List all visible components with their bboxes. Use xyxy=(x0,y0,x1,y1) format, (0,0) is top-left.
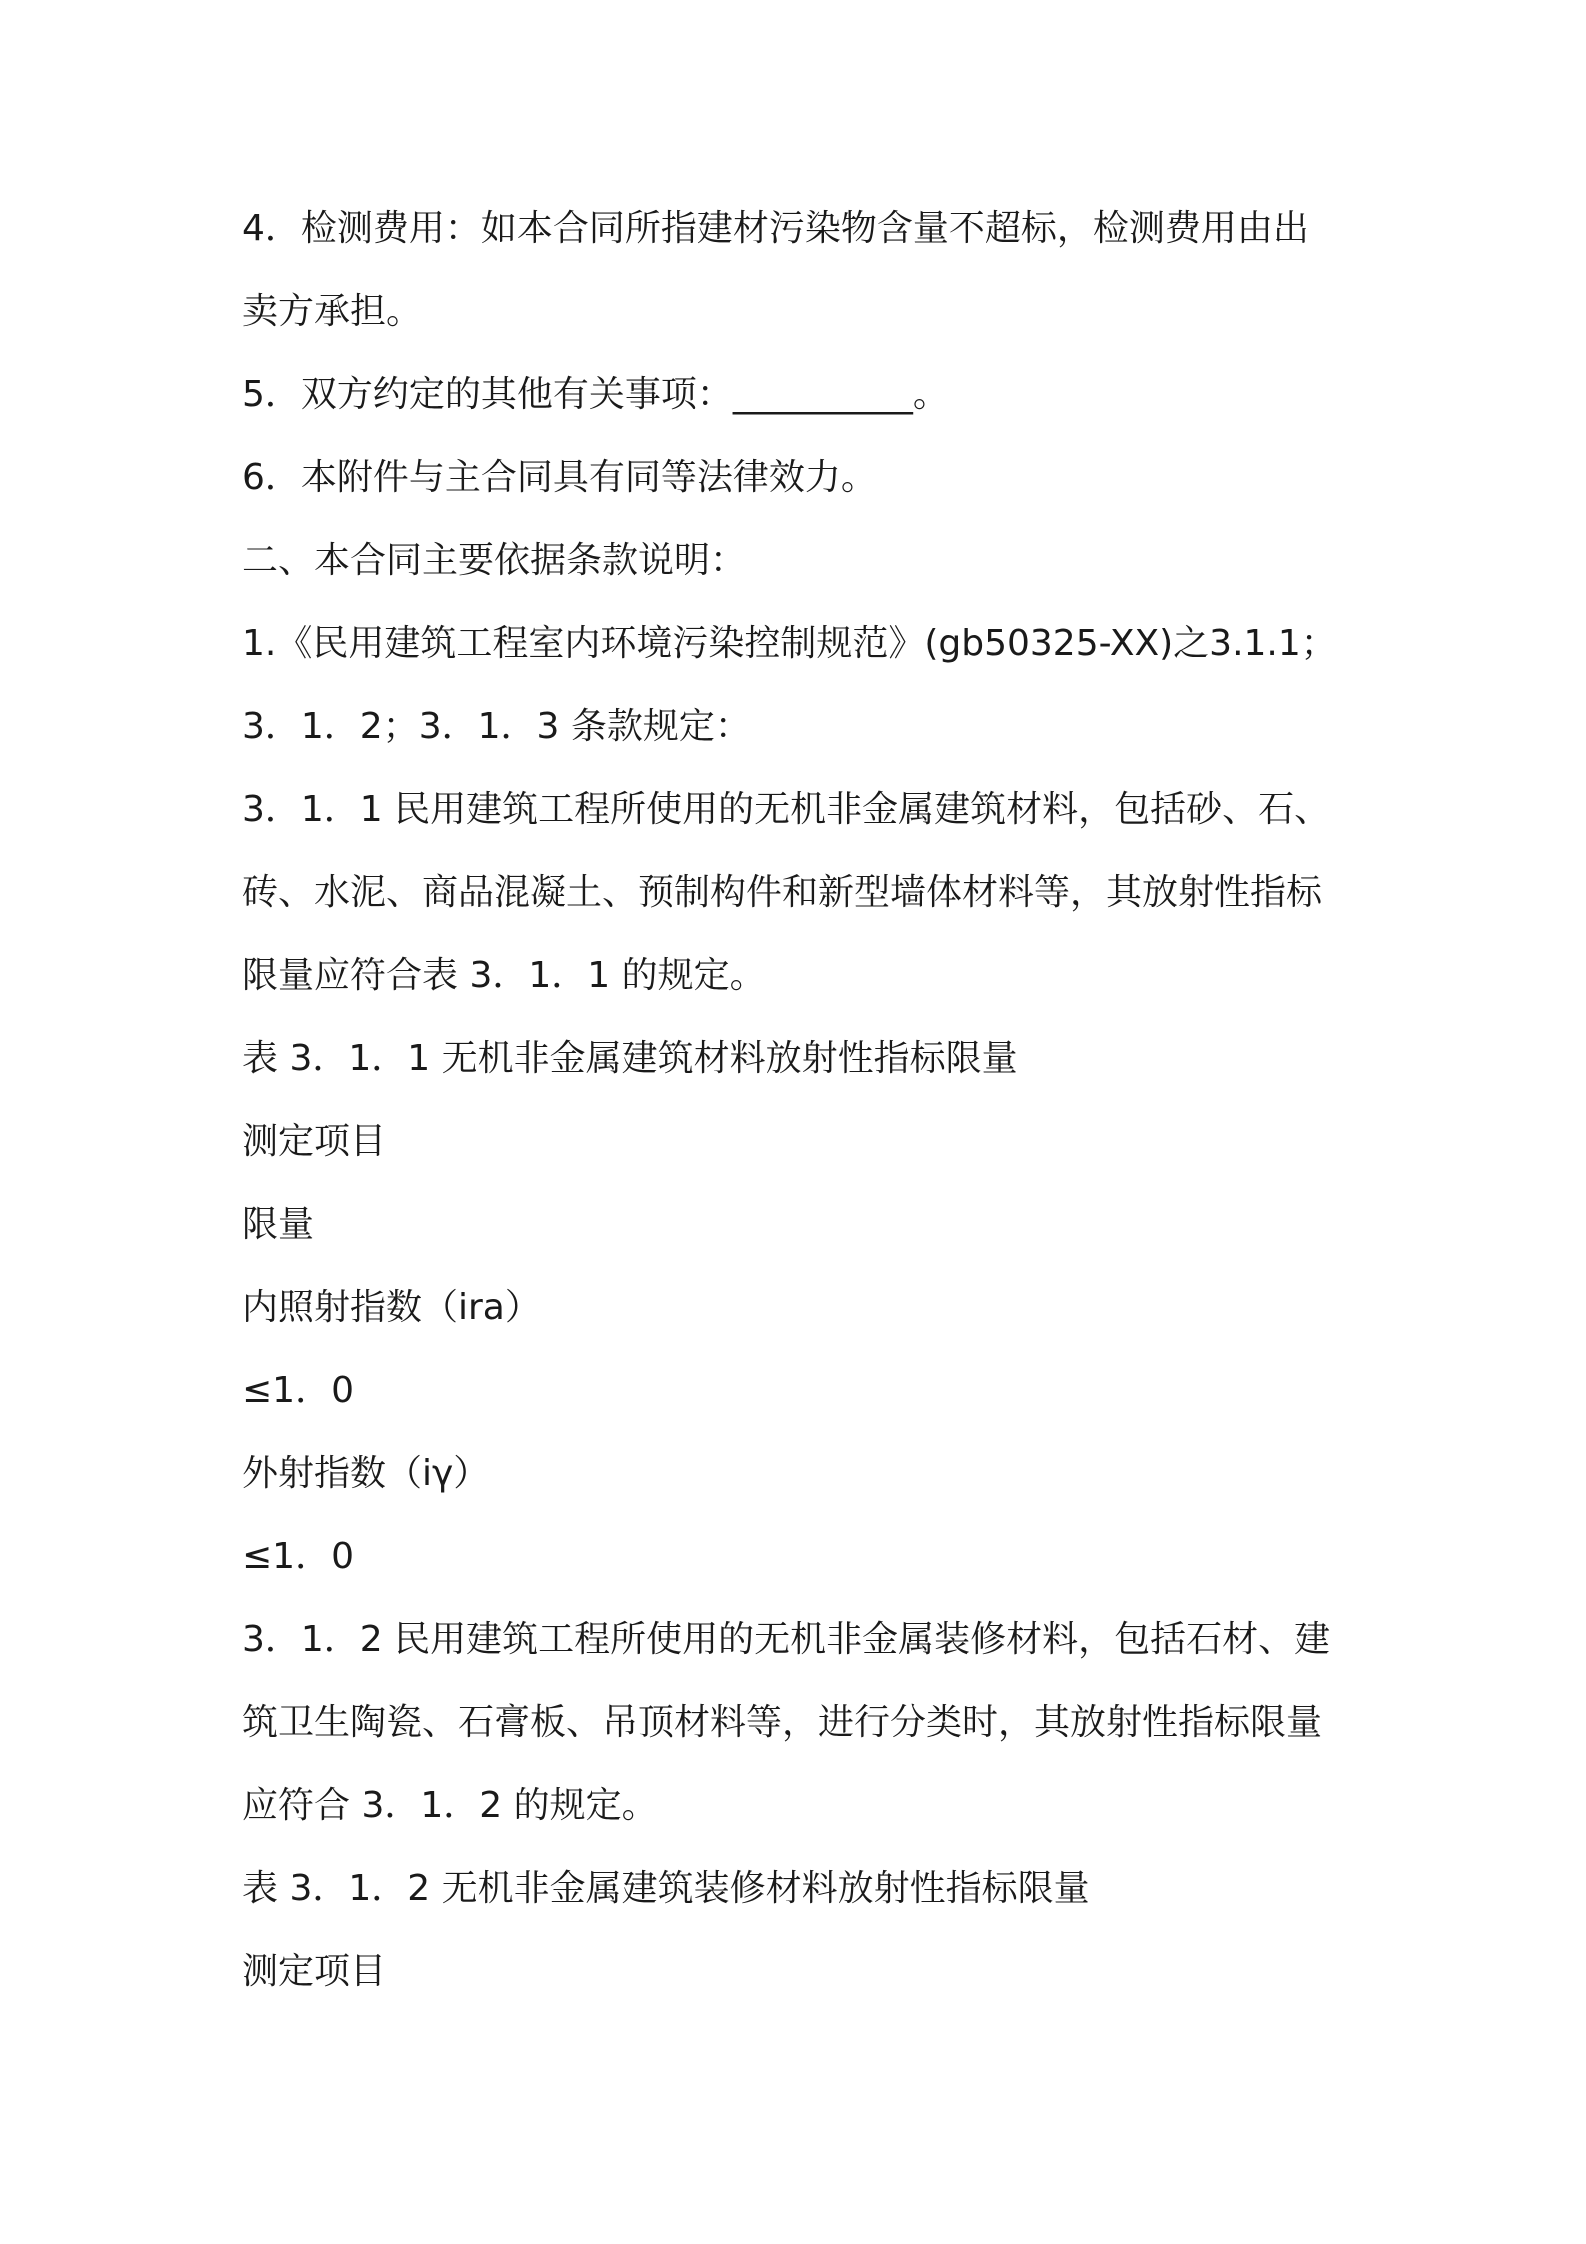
table-3-1-1-header-limit: 限量 xyxy=(242,1204,315,1245)
basis-item-1-line-2: 3．1．2；3．1．3 条款规定： xyxy=(242,706,751,747)
table-3-1-1-row-1-item: 内照射指数（ira） xyxy=(242,1287,541,1328)
clause-6-legal-effect: 6．本附件与主合同具有同等法律效力。 xyxy=(242,457,877,498)
clause-4-testing-fee-line-1: 4．检测费用：如本合同所指建材污染物含量不超标，检测费用由出 xyxy=(242,208,1309,249)
clause-3-1-1-line-3: 限量应符合表 3．1．1 的规定。 xyxy=(242,955,766,996)
clause-3-1-2-line-2: 筑卫生陶瓷、石膏板、吊顶材料等，进行分类时，其放射性指标限量 xyxy=(242,1702,1323,1743)
basis-item-1-line-1: 1.《民用建筑工程室内环境污染控制规范》(gb50325-XX)之3.1.1； xyxy=(242,623,1337,664)
section-2-heading: 二、本合同主要依据条款说明： xyxy=(242,540,747,581)
clause-3-1-2-line-3: 应符合 3．1．2 的规定。 xyxy=(242,1785,658,1826)
table-3-1-1-title: 表 3．1．1 无机非金属建筑材料放射性指标限量 xyxy=(242,1038,1018,1079)
table-3-1-1-row-1-limit: ≤1．0 xyxy=(242,1370,354,1411)
table-3-1-1-header-item: 测定项目 xyxy=(242,1121,387,1162)
clause-4-testing-fee-line-2: 卖方承担。 xyxy=(242,291,423,332)
document-body xyxy=(242,199,1372,2025)
table-3-1-1-row-2-limit: ≤1．0 xyxy=(242,1536,354,1577)
table-3-1-2-header-item: 测定项目 xyxy=(242,1951,387,1992)
table-3-1-2-title: 表 3．1．2 无机非金属建筑装修材料放射性指标限量 xyxy=(242,1868,1090,1909)
table-3-1-1-row-2-item: 外射指数（iγ） xyxy=(242,1453,490,1494)
clause-3-1-2-line-1: 3．1．2 民用建筑工程所使用的无机非金属装修材料，包括石材、建 xyxy=(242,1619,1331,1660)
clause-5-other-matters: 5．双方约定的其他有关事项：__________。 xyxy=(242,374,949,415)
clause-3-1-1-line-1: 3．1．1 民用建筑工程所使用的无机非金属建筑材料，包括砂、石、 xyxy=(242,789,1331,830)
clause-3-1-1-line-2: 砖、水泥、商品混凝土、预制构件和新型墙体材料等，其放射性指标 xyxy=(242,872,1323,913)
